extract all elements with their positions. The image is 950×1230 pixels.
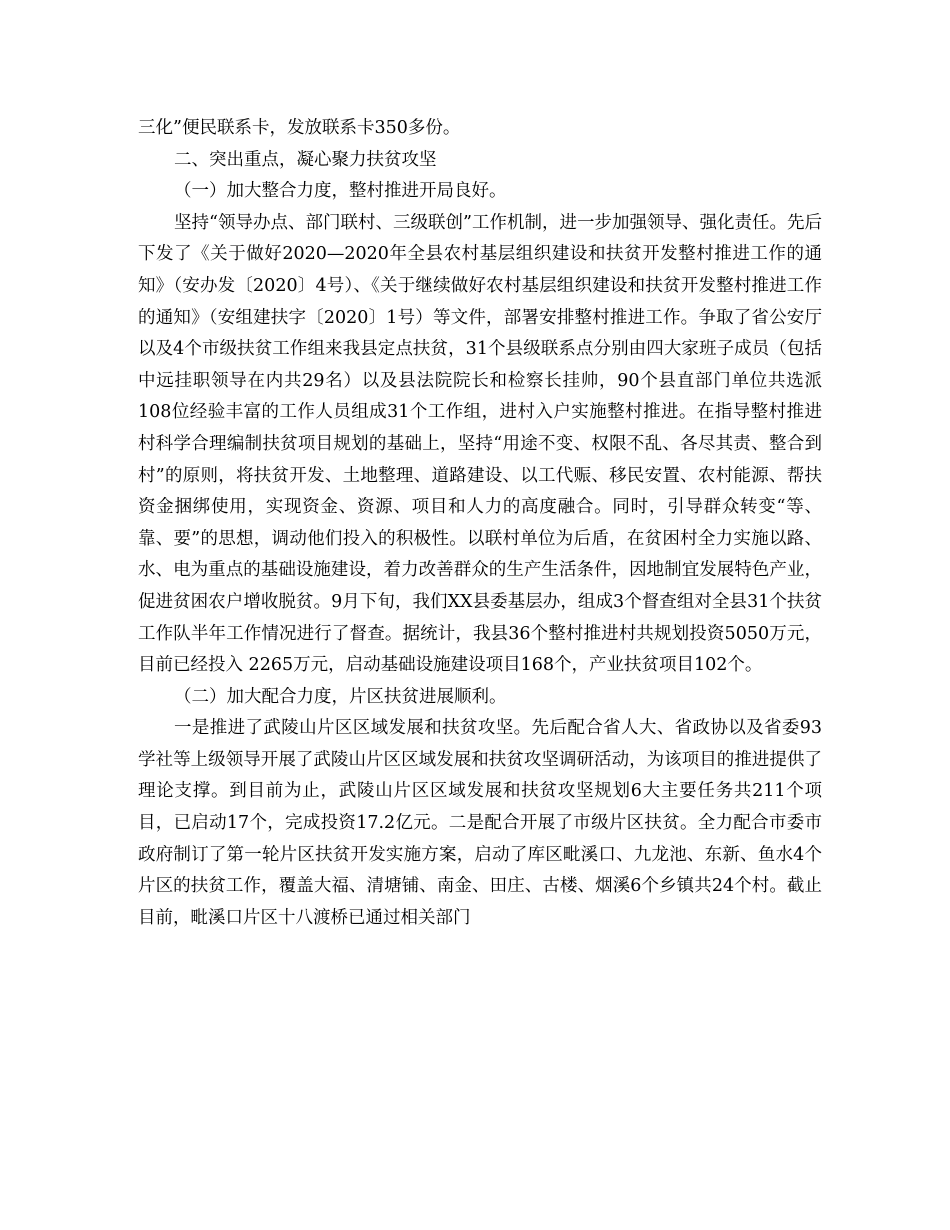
paragraph-1: 三化”便民联系卡，发放联系卡350多份。 <box>138 118 461 138</box>
subsection-heading-1: （一）加大整合力度，整村推进开局良好。 <box>174 181 507 202</box>
subsection-heading-2: （二）加大配合力度，片区扶贫进展顺利。 <box>174 686 507 707</box>
section-heading-2: 二、突出重点，凝心聚力扶贫攻坚 <box>174 149 437 170</box>
document-page <box>138 113 822 934</box>
paragraph-3: 一是推进了武陵山片区区域发展和扶贫攻坚。先后配合省人大、省政协以及省委93学社等上级领导开展了武陵山片区区域发展和扶贫攻坚调研活动，为该项目的推进提供了理论支撑。到目前为止，武陵山片区区域发展和扶贫攻坚规划6大主要任务共211个项目，已启动17个，完成投资17.2亿元。二是配合开展了市级片区扶贫。全力配合市委市政府制订了第一轮片区扶贫开发实施方案，启动了库区毗溪口、九龙池、东新、鱼水4个片区的扶贫工作，覆盖大福、清塘铺、南金、田庄、古楼、烟溪6个乡镇共24个村。截止目前，毗溪口片区十八渡桥已通过相关部门 <box>138 718 822 928</box>
paragraph-2: 坚持“领导办点、部门联村、三级联创”工作机制，进一步加强领导、强化责任。先后下发了《关于做好2020—2020年全县农村基层组织建设和扶贫开发整村推进工作的通知》（安办发〔2020〕4号）、《关于继续做好农村基层组织建设和扶贫开发整村推进工作的通知》（安组建扶字〔2020〕1号）等文件，部署安排整村推进工作。争取了省公安厅以及4个市级扶贫工作组来我县定点扶贫，31个县级联系点分别由四大家班子成员（包括中远挂职领导在内共29名）以及县法院院长和检察长挂帅，90个县直部门单位共选派108位经验丰富的工作人员组成31个工作组，进村入户实施整村推进。在指导整村推进村科学合理编制扶贫项目规划的基础上，坚持“用途不变、权限不乱、各尽其责、整合到村”的原则，将扶贫开发、土地整理、道路建设、以工代赈、移民安置、农村能源、帮扶资金捆绑使用，实现资金、资源、项目和人力的高度融合。同时，引导群众转变“等、靠、要”的思想，调动他们投入的积极性。以联村单位为后盾，在贫困村全力实施以路、水、电为重点的基础设施建设，着力改善群众的生产生活条件，因地制宜发展特色产业，促进贫困农户增收脱贫。9月下旬，我们XX县委基层办，组成3个督查组对全县31个扶贫工作队半年工作情况进行了督查。据统计，我县36个整村推进村共规划投资5050万元，目前已经投入 2265万元，启动基础设施建设项目168个，产业扶贫项目102个。 <box>138 212 822 676</box>
